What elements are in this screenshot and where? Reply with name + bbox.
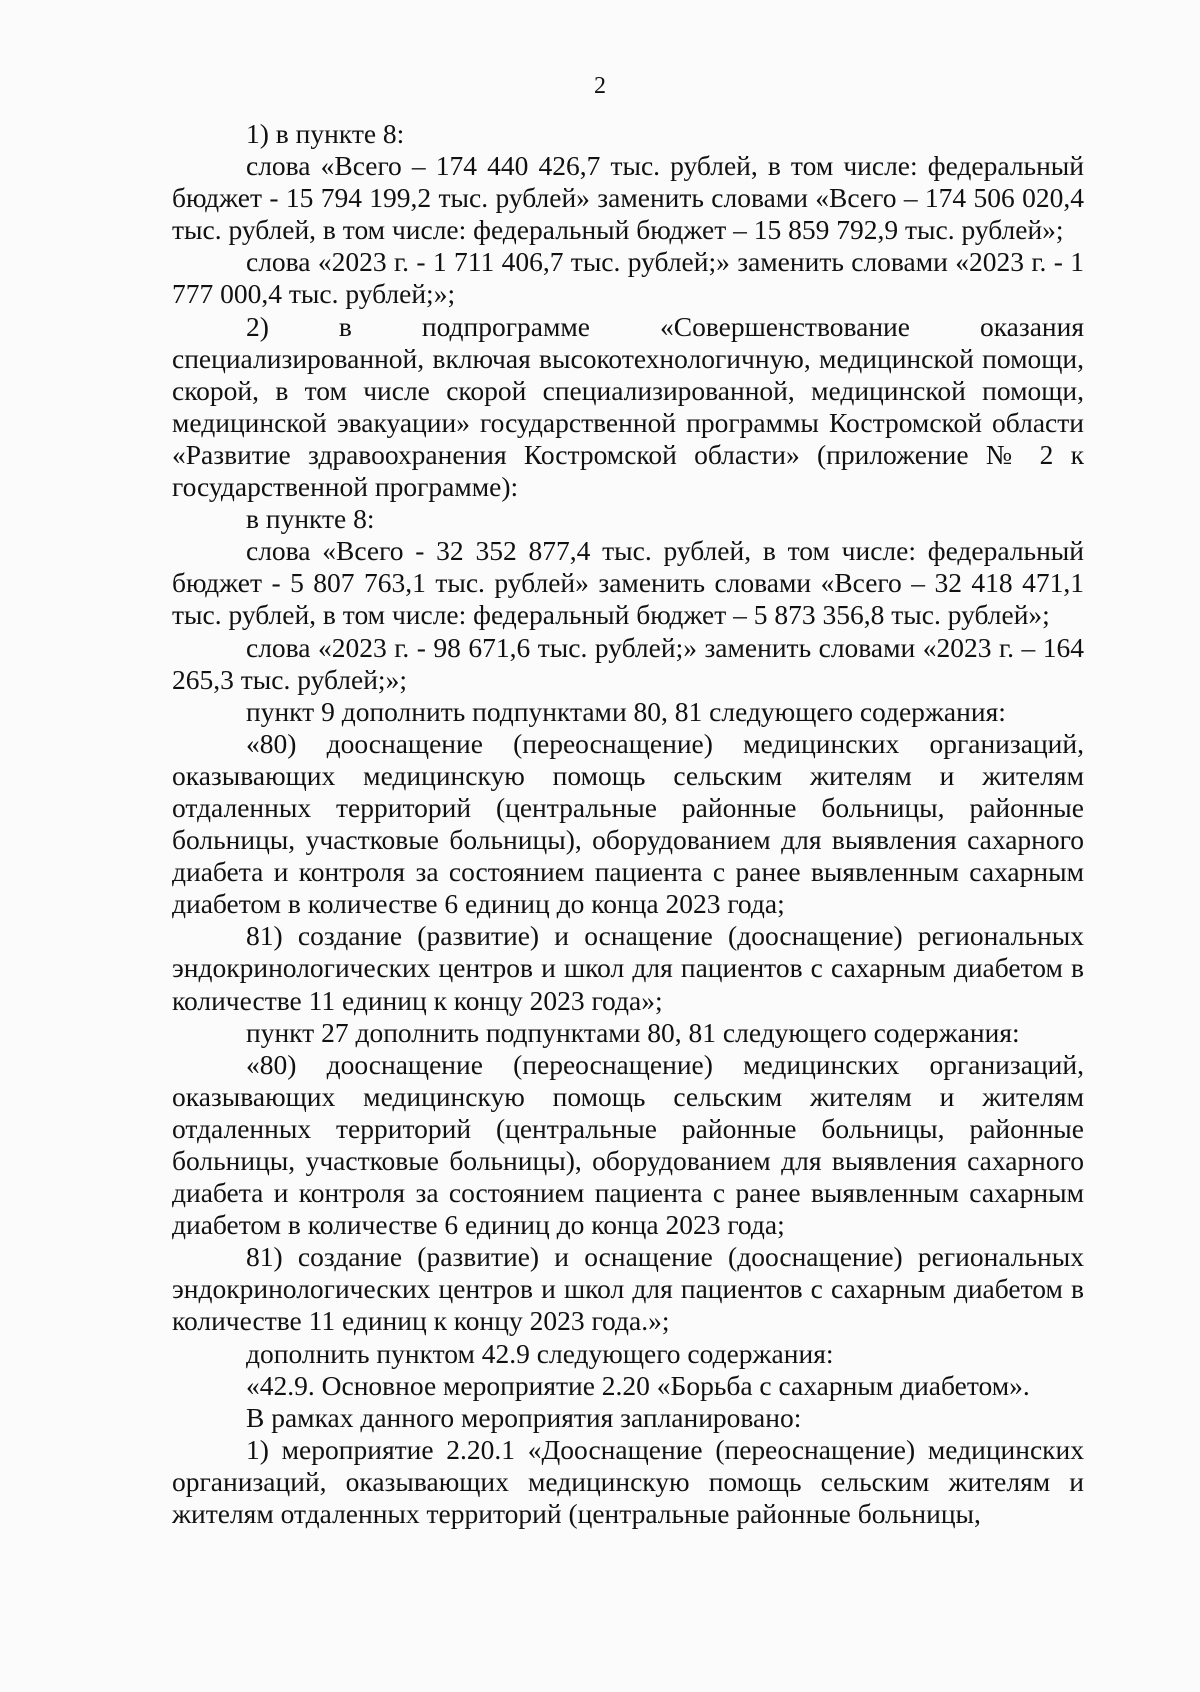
paragraph-point-42-9-intro: дополнить пунктом 42.9 следующего содержания: xyxy=(246,1337,834,1369)
paragraph-subitem-80-b: «80) дооснащение (переоснащение) медицинских организаций, оказывающих медицинскую помощь сельским жителям и жителям отдаленных территорий (центральные районные больницы, районные больницы, участковые больницы), оборудованием для выявления сахарного диабета и контроля за состоянием пациента с ранее выявленным сахарным диабетом в количестве 6 единиц до конца 2023 года; xyxy=(172,1048,1084,1241)
page-number: 2 xyxy=(594,73,606,99)
paragraph-subitem-81-b: 81) создание (развитие) и оснащение (дооснащение) региональных эндокринологических центров и школ для пациентов с сахарным диабетом в количестве 11 единиц к концу 2023 года.»; xyxy=(172,1241,1084,1337)
paragraph-amount-total: слова «Всего – 174 440 426,7 тыс. рублей, в том числе: федеральный бюджет - 15 794 199,2 тыс. рублей» заменить словами «Всего – 174 506 020,4 тыс. рублей, в том числе: федеральный бюджет – 15 859 792,9 тыс. рублей»; xyxy=(172,150,1084,246)
paragraph-point-9: пункт 9 дополнить подпунктами 80, 81 следующего содержания: xyxy=(246,695,1006,727)
paragraph-subitem-81-a: 81) создание (развитие) и оснащение (дооснащение) региональных эндокринологических центров и школ для пациентов с сахарным диабетом в количестве 11 единиц к концу 2023 года»; xyxy=(172,920,1084,1016)
paragraph-point-42-9: «42.9. Основное мероприятие 2.20 «Борьба с сахарным диабетом». xyxy=(246,1369,1030,1401)
paragraph-subprogram-2023: слова «2023 г. - 98 671,6 тыс. рублей;» заменить словами «2023 г. – 164 265,3 тыс. рублей;»; xyxy=(172,631,1084,695)
paragraph-subprogram-total: слова «Всего - 32 352 877,4 тыс. рублей, в том числе: федеральный бюджет - 5 807 763,1 тыс. рублей» заменить словами «Всего – 32 418 471,1 тыс. рублей, в том числе: федеральный бюджет – 5 873 356,8 тыс. рублей»; xyxy=(172,535,1084,631)
document-body xyxy=(172,118,1084,1530)
paragraph-amount-2023: слова «2023 г. - 1 711 406,7 тыс. рублей;» заменить словами «2023 г. - 1 777 000,4 тыс. рублей;»; xyxy=(172,246,1084,310)
paragraph-item-1: 1) в пункте 8: xyxy=(246,118,405,149)
paragraph-subprogram: 2) в подпрограмме «Совершенствование оказания специализированной, включая высокотехнологичную, медицинской помощи, скорой, в том числе скорой специализированной, медицинской помощи, медицинской эвакуации» государственной программы Костромской области «Развитие здравоохранения Костромской области» (приложение № 2 к государственной программе): xyxy=(172,310,1084,503)
paragraph-measure-2-20-1: 1) мероприятие 2.20.1 «Дооснащение (переоснащение) медицинских организаций, оказывающих медицинскую помощь сельским жителям и жителям отдаленных территорий (центральные районные больницы, xyxy=(172,1433,1084,1530)
paragraph-point-27: пункт 27 дополнить подпунктами 80, 81 следующего содержания: xyxy=(246,1016,1020,1048)
paragraph-subitem-80-a: «80) дооснащение (переоснащение) медицинских организаций, оказывающих медицинскую помощь сельским жителям и жителям отдаленных территорий (центральные районные больницы, районные больницы, участковые больницы), оборудованием для выявления сахарного диабета и контроля за состоянием пациента с ранее выявленным сахарным диабетом в количестве 6 единиц до конца 2023 года; xyxy=(172,727,1084,920)
paragraph-planned: В рамках данного мероприятия запланировано: xyxy=(246,1401,802,1433)
paragraph-point-8: в пункте 8: xyxy=(246,503,375,535)
